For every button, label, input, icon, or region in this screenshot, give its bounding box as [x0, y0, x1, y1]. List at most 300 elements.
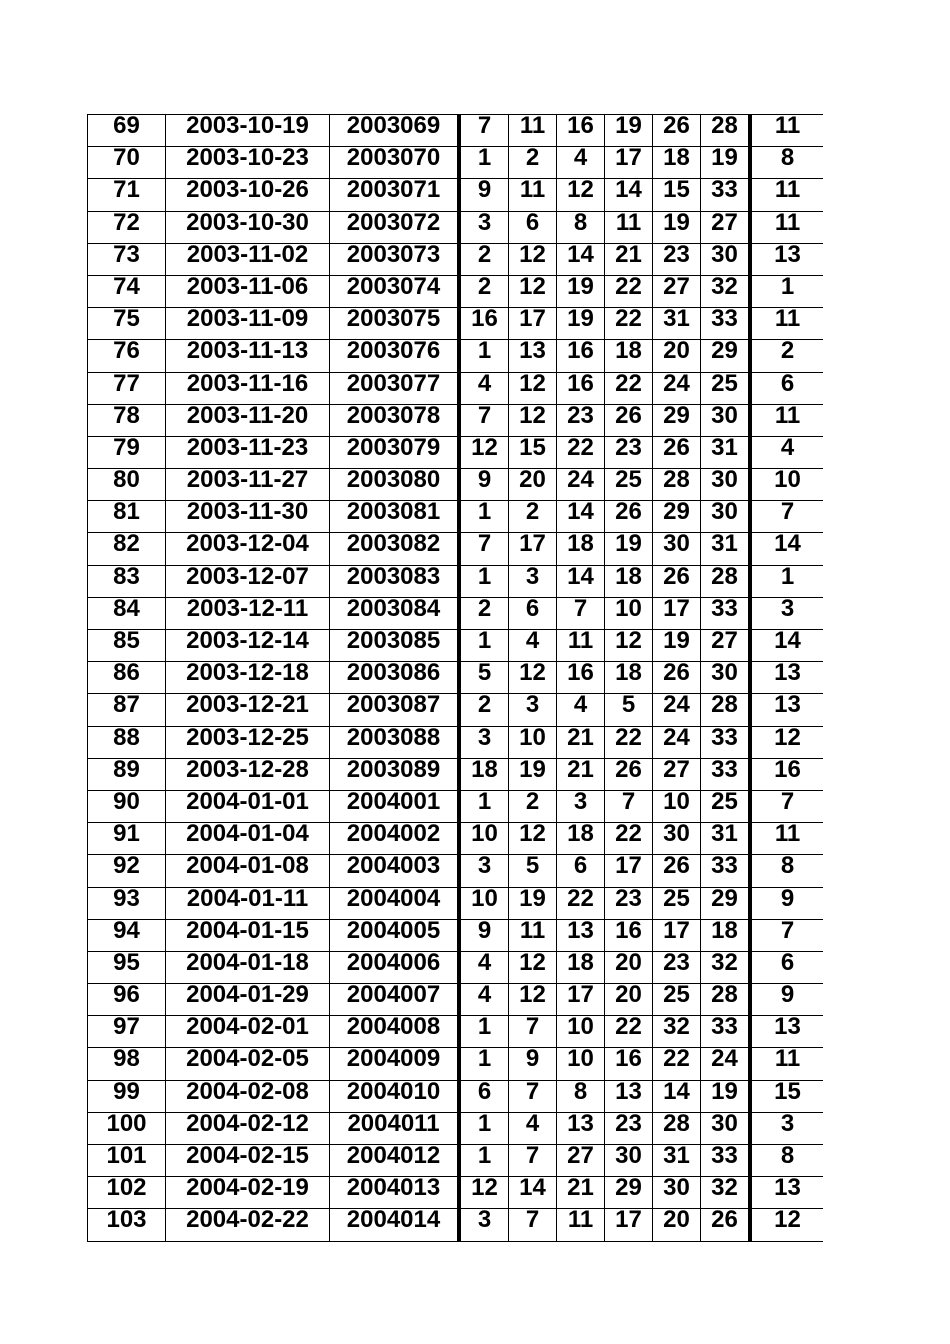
table-row — [88, 1112, 824, 1144]
ball-number-cell: 24 — [653, 694, 701, 726]
ball-number-cell: 19 — [509, 758, 557, 790]
ball-number-cell: 33 — [701, 726, 751, 758]
ball-number-cell: 14 — [557, 243, 605, 275]
issue-number-cell: 2004012 — [330, 1145, 460, 1177]
ball-number-cell: 33 — [701, 308, 751, 340]
issue-number-cell: 2003078 — [330, 404, 460, 436]
issue-number-cell: 2004006 — [330, 951, 460, 983]
bonus-number-cell: 8 — [750, 147, 823, 179]
bonus-number-cell: 12 — [750, 726, 823, 758]
draw-date-cell: 2004-02-05 — [166, 1048, 330, 1080]
ball-number-cell: 12 — [459, 1177, 509, 1209]
ball-number-cell: 17 — [605, 147, 653, 179]
ball-number-cell: 6 — [557, 855, 605, 887]
ball-number-cell: 26 — [653, 662, 701, 694]
ball-number-cell: 20 — [653, 1209, 701, 1241]
table-row — [88, 340, 824, 372]
bonus-number-cell: 8 — [750, 855, 823, 887]
draw-date-cell: 2003-12-21 — [166, 694, 330, 726]
ball-number-cell: 16 — [557, 115, 605, 147]
ball-number-cell: 7 — [605, 790, 653, 822]
ball-number-cell: 18 — [459, 758, 509, 790]
ball-number-cell: 28 — [701, 694, 751, 726]
ball-number-cell: 26 — [653, 565, 701, 597]
issue-number-cell: 2004008 — [330, 1016, 460, 1048]
ball-number-cell: 12 — [459, 436, 509, 468]
ball-number-cell: 1 — [459, 1112, 509, 1144]
ball-number-cell: 20 — [509, 469, 557, 501]
ball-number-cell: 23 — [605, 887, 653, 919]
issue-number-cell: 2003084 — [330, 597, 460, 629]
ball-number-cell: 16 — [605, 1048, 653, 1080]
table-row — [88, 790, 824, 822]
ball-number-cell: 27 — [701, 211, 751, 243]
draw-date-cell: 2003-12-25 — [166, 726, 330, 758]
ball-number-cell: 25 — [653, 887, 701, 919]
table-row — [88, 855, 824, 887]
ball-number-cell: 30 — [653, 1177, 701, 1209]
ball-number-cell: 24 — [653, 372, 701, 404]
issue-number-cell: 2003079 — [330, 436, 460, 468]
row-index-cell: 78 — [88, 404, 166, 436]
draw-date-cell: 2004-01-15 — [166, 919, 330, 951]
ball-number-cell: 22 — [605, 1016, 653, 1048]
ball-number-cell: 16 — [605, 919, 653, 951]
table-row — [88, 147, 824, 179]
issue-number-cell: 2003072 — [330, 211, 460, 243]
ball-number-cell: 26 — [605, 758, 653, 790]
ball-number-cell: 4 — [459, 984, 509, 1016]
row-index-cell: 85 — [88, 630, 166, 662]
ball-number-cell: 22 — [605, 823, 653, 855]
ball-number-cell: 10 — [459, 887, 509, 919]
ball-number-cell: 18 — [605, 662, 653, 694]
issue-number-cell: 2004002 — [330, 823, 460, 855]
ball-number-cell: 1 — [459, 565, 509, 597]
ball-number-cell: 1 — [459, 790, 509, 822]
row-index-cell: 98 — [88, 1048, 166, 1080]
ball-number-cell: 32 — [701, 275, 751, 307]
draw-date-cell: 2004-01-08 — [166, 855, 330, 887]
row-index-cell: 71 — [88, 179, 166, 211]
ball-number-cell: 30 — [653, 823, 701, 855]
issue-number-cell: 2003085 — [330, 630, 460, 662]
ball-number-cell: 12 — [509, 662, 557, 694]
ball-number-cell: 3 — [459, 726, 509, 758]
table-row — [88, 758, 824, 790]
ball-number-cell: 5 — [605, 694, 653, 726]
row-index-cell: 90 — [88, 790, 166, 822]
ball-number-cell: 19 — [557, 275, 605, 307]
ball-number-cell: 13 — [509, 340, 557, 372]
row-index-cell: 75 — [88, 308, 166, 340]
ball-number-cell: 28 — [653, 1112, 701, 1144]
ball-number-cell: 30 — [701, 469, 751, 501]
ball-number-cell: 27 — [653, 275, 701, 307]
ball-number-cell: 19 — [509, 887, 557, 919]
ball-number-cell: 19 — [653, 211, 701, 243]
ball-number-cell: 15 — [653, 179, 701, 211]
ball-number-cell: 31 — [701, 823, 751, 855]
row-index-cell: 94 — [88, 919, 166, 951]
row-index-cell: 83 — [88, 565, 166, 597]
ball-number-cell: 18 — [701, 919, 751, 951]
ball-number-cell: 17 — [653, 597, 701, 629]
ball-number-cell: 13 — [605, 1080, 653, 1112]
row-index-cell: 103 — [88, 1209, 166, 1241]
bonus-number-cell: 9 — [750, 887, 823, 919]
ball-number-cell: 28 — [653, 469, 701, 501]
bonus-number-cell: 11 — [750, 1048, 823, 1080]
bonus-number-cell: 13 — [750, 1016, 823, 1048]
ball-number-cell: 17 — [605, 855, 653, 887]
table-row — [88, 694, 824, 726]
row-index-cell: 97 — [88, 1016, 166, 1048]
ball-number-cell: 30 — [653, 533, 701, 565]
ball-number-cell: 24 — [557, 469, 605, 501]
ball-number-cell: 23 — [557, 404, 605, 436]
bonus-number-cell: 3 — [750, 597, 823, 629]
results-table-body — [88, 115, 824, 1242]
ball-number-cell: 20 — [605, 984, 653, 1016]
ball-number-cell: 17 — [509, 308, 557, 340]
bonus-number-cell: 13 — [750, 694, 823, 726]
draw-date-cell: 2003-11-02 — [166, 243, 330, 275]
ball-number-cell: 19 — [701, 1080, 751, 1112]
issue-number-cell: 2003073 — [330, 243, 460, 275]
ball-number-cell: 23 — [653, 951, 701, 983]
ball-number-cell: 1 — [459, 630, 509, 662]
ball-number-cell: 7 — [509, 1016, 557, 1048]
ball-number-cell: 33 — [701, 179, 751, 211]
ball-number-cell: 14 — [509, 1177, 557, 1209]
draw-date-cell: 2003-12-14 — [166, 630, 330, 662]
bonus-number-cell: 3 — [750, 1112, 823, 1144]
ball-number-cell: 2 — [459, 694, 509, 726]
ball-number-cell: 11 — [509, 115, 557, 147]
ball-number-cell: 7 — [509, 1080, 557, 1112]
ball-number-cell: 32 — [653, 1016, 701, 1048]
ball-number-cell: 4 — [459, 951, 509, 983]
issue-number-cell: 2004009 — [330, 1048, 460, 1080]
ball-number-cell: 20 — [653, 340, 701, 372]
bonus-number-cell: 11 — [750, 404, 823, 436]
issue-number-cell: 2003086 — [330, 662, 460, 694]
draw-date-cell: 2004-02-08 — [166, 1080, 330, 1112]
table-row — [88, 1016, 824, 1048]
row-index-cell: 77 — [88, 372, 166, 404]
ball-number-cell: 33 — [701, 1016, 751, 1048]
draw-date-cell: 2003-11-06 — [166, 275, 330, 307]
table-row — [88, 662, 824, 694]
ball-number-cell: 10 — [557, 1016, 605, 1048]
ball-number-cell: 11 — [557, 630, 605, 662]
ball-number-cell: 12 — [509, 823, 557, 855]
ball-number-cell: 7 — [557, 597, 605, 629]
ball-number-cell: 11 — [605, 211, 653, 243]
issue-number-cell: 2004011 — [330, 1112, 460, 1144]
issue-number-cell: 2003077 — [330, 372, 460, 404]
ball-number-cell: 29 — [701, 340, 751, 372]
ball-number-cell: 30 — [701, 404, 751, 436]
ball-number-cell: 10 — [605, 597, 653, 629]
draw-date-cell: 2003-11-30 — [166, 501, 330, 533]
row-index-cell: 76 — [88, 340, 166, 372]
draw-date-cell: 2003-12-18 — [166, 662, 330, 694]
draw-date-cell: 2004-02-22 — [166, 1209, 330, 1241]
ball-number-cell: 9 — [459, 469, 509, 501]
ball-number-cell: 5 — [509, 855, 557, 887]
issue-number-cell: 2004004 — [330, 887, 460, 919]
ball-number-cell: 22 — [557, 887, 605, 919]
bonus-number-cell: 7 — [750, 501, 823, 533]
table-row — [88, 469, 824, 501]
table-row — [88, 1177, 824, 1209]
issue-number-cell: 2004003 — [330, 855, 460, 887]
row-index-cell: 70 — [88, 147, 166, 179]
table-row — [88, 1048, 824, 1080]
ball-number-cell: 2 — [509, 790, 557, 822]
draw-date-cell: 2004-01-11 — [166, 887, 330, 919]
ball-number-cell: 11 — [509, 179, 557, 211]
ball-number-cell: 16 — [459, 308, 509, 340]
ball-number-cell: 4 — [557, 147, 605, 179]
row-index-cell: 79 — [88, 436, 166, 468]
table-row — [88, 404, 824, 436]
row-index-cell: 74 — [88, 275, 166, 307]
ball-number-cell: 12 — [509, 372, 557, 404]
ball-number-cell: 19 — [557, 308, 605, 340]
ball-number-cell: 24 — [653, 726, 701, 758]
issue-number-cell: 2004013 — [330, 1177, 460, 1209]
issue-number-cell: 2003089 — [330, 758, 460, 790]
ball-number-cell: 25 — [653, 984, 701, 1016]
ball-number-cell: 3 — [459, 855, 509, 887]
ball-number-cell: 7 — [459, 115, 509, 147]
ball-number-cell: 31 — [653, 308, 701, 340]
ball-number-cell: 12 — [509, 984, 557, 1016]
ball-number-cell: 11 — [509, 919, 557, 951]
ball-number-cell: 19 — [701, 147, 751, 179]
ball-number-cell: 33 — [701, 758, 751, 790]
ball-number-cell: 21 — [557, 1177, 605, 1209]
ball-number-cell: 21 — [557, 726, 605, 758]
issue-number-cell: 2003074 — [330, 275, 460, 307]
ball-number-cell: 30 — [701, 501, 751, 533]
draw-date-cell: 2003-12-28 — [166, 758, 330, 790]
row-index-cell: 92 — [88, 855, 166, 887]
bonus-number-cell: 13 — [750, 662, 823, 694]
ball-number-cell: 7 — [459, 404, 509, 436]
ball-number-cell: 32 — [701, 1177, 751, 1209]
ball-number-cell: 24 — [701, 1048, 751, 1080]
issue-number-cell: 2003081 — [330, 501, 460, 533]
bonus-number-cell: 8 — [750, 1145, 823, 1177]
ball-number-cell: 22 — [605, 726, 653, 758]
ball-number-cell: 12 — [605, 630, 653, 662]
ball-number-cell: 27 — [557, 1145, 605, 1177]
ball-number-cell: 31 — [701, 436, 751, 468]
ball-number-cell: 19 — [605, 533, 653, 565]
issue-number-cell: 2003088 — [330, 726, 460, 758]
row-index-cell: 93 — [88, 887, 166, 919]
row-index-cell: 81 — [88, 501, 166, 533]
ball-number-cell: 27 — [701, 630, 751, 662]
ball-number-cell: 12 — [509, 404, 557, 436]
ball-number-cell: 23 — [653, 243, 701, 275]
ball-number-cell: 3 — [509, 694, 557, 726]
ball-number-cell: 18 — [605, 565, 653, 597]
ball-number-cell: 20 — [605, 951, 653, 983]
bonus-number-cell: 7 — [750, 919, 823, 951]
bonus-number-cell: 4 — [750, 436, 823, 468]
table-row — [88, 726, 824, 758]
ball-number-cell: 22 — [605, 308, 653, 340]
draw-date-cell: 2004-01-04 — [166, 823, 330, 855]
ball-number-cell: 2 — [509, 147, 557, 179]
issue-number-cell: 2003075 — [330, 308, 460, 340]
draw-date-cell: 2003-11-09 — [166, 308, 330, 340]
bonus-number-cell: 1 — [750, 275, 823, 307]
issue-number-cell: 2004007 — [330, 984, 460, 1016]
ball-number-cell: 6 — [459, 1080, 509, 1112]
issue-number-cell: 2004014 — [330, 1209, 460, 1241]
row-index-cell: 89 — [88, 758, 166, 790]
issue-number-cell: 2003076 — [330, 340, 460, 372]
draw-date-cell: 2004-02-19 — [166, 1177, 330, 1209]
ball-number-cell: 26 — [653, 436, 701, 468]
ball-number-cell: 28 — [701, 115, 751, 147]
ball-number-cell: 9 — [459, 179, 509, 211]
bonus-number-cell: 10 — [750, 469, 823, 501]
ball-number-cell: 12 — [509, 275, 557, 307]
row-index-cell: 95 — [88, 951, 166, 983]
table-row — [88, 115, 824, 147]
ball-number-cell: 21 — [557, 758, 605, 790]
draw-date-cell: 2003-10-30 — [166, 211, 330, 243]
row-index-cell: 69 — [88, 115, 166, 147]
ball-number-cell: 29 — [605, 1177, 653, 1209]
draw-date-cell: 2003-11-27 — [166, 469, 330, 501]
ball-number-cell: 19 — [605, 115, 653, 147]
ball-number-cell: 10 — [557, 1048, 605, 1080]
draw-date-cell: 2004-02-01 — [166, 1016, 330, 1048]
draw-date-cell: 2003-10-26 — [166, 179, 330, 211]
ball-number-cell: 18 — [557, 951, 605, 983]
ball-number-cell: 29 — [701, 887, 751, 919]
ball-number-cell: 33 — [701, 1145, 751, 1177]
ball-number-cell: 17 — [557, 984, 605, 1016]
row-index-cell: 88 — [88, 726, 166, 758]
ball-number-cell: 25 — [701, 790, 751, 822]
ball-number-cell: 33 — [701, 597, 751, 629]
ball-number-cell: 17 — [653, 919, 701, 951]
ball-number-cell: 15 — [509, 436, 557, 468]
issue-number-cell: 2004005 — [330, 919, 460, 951]
ball-number-cell: 18 — [605, 340, 653, 372]
ball-number-cell: 2 — [509, 501, 557, 533]
table-row — [88, 630, 824, 662]
bonus-number-cell: 13 — [750, 1177, 823, 1209]
table-row — [88, 533, 824, 565]
ball-number-cell: 30 — [701, 1112, 751, 1144]
ball-number-cell: 22 — [557, 436, 605, 468]
bonus-number-cell: 6 — [750, 372, 823, 404]
lottery-results-table — [87, 114, 823, 1242]
table-row — [88, 308, 824, 340]
ball-number-cell: 2 — [459, 597, 509, 629]
ball-number-cell: 19 — [653, 630, 701, 662]
issue-number-cell: 2003071 — [330, 179, 460, 211]
ball-number-cell: 6 — [509, 597, 557, 629]
issue-number-cell: 2003080 — [330, 469, 460, 501]
row-index-cell: 96 — [88, 984, 166, 1016]
issue-number-cell: 2003070 — [330, 147, 460, 179]
bonus-number-cell: 9 — [750, 984, 823, 1016]
draw-date-cell: 2004-02-12 — [166, 1112, 330, 1144]
row-index-cell: 80 — [88, 469, 166, 501]
row-index-cell: 99 — [88, 1080, 166, 1112]
ball-number-cell: 18 — [557, 533, 605, 565]
table-row — [88, 823, 824, 855]
row-index-cell: 82 — [88, 533, 166, 565]
ball-number-cell: 14 — [605, 179, 653, 211]
ball-number-cell: 14 — [653, 1080, 701, 1112]
ball-number-cell: 27 — [653, 758, 701, 790]
table-row — [88, 919, 824, 951]
bonus-number-cell: 7 — [750, 790, 823, 822]
row-index-cell: 72 — [88, 211, 166, 243]
table-row — [88, 1209, 824, 1241]
table-row — [88, 179, 824, 211]
ball-number-cell: 28 — [701, 565, 751, 597]
ball-number-cell: 18 — [653, 147, 701, 179]
draw-date-cell: 2003-10-19 — [166, 115, 330, 147]
ball-number-cell: 6 — [509, 211, 557, 243]
draw-date-cell: 2003-12-11 — [166, 597, 330, 629]
ball-number-cell: 26 — [605, 501, 653, 533]
ball-number-cell: 16 — [557, 340, 605, 372]
row-index-cell: 86 — [88, 662, 166, 694]
table-row — [88, 436, 824, 468]
ball-number-cell: 1 — [459, 1016, 509, 1048]
bonus-number-cell: 14 — [750, 533, 823, 565]
draw-date-cell: 2003-11-20 — [166, 404, 330, 436]
row-index-cell: 73 — [88, 243, 166, 275]
bonus-number-cell: 2 — [750, 340, 823, 372]
table-row — [88, 1080, 824, 1112]
ball-number-cell: 30 — [605, 1145, 653, 1177]
ball-number-cell: 1 — [459, 1145, 509, 1177]
ball-number-cell: 2 — [459, 275, 509, 307]
bonus-number-cell: 11 — [750, 115, 823, 147]
ball-number-cell: 26 — [605, 404, 653, 436]
table-row — [88, 372, 824, 404]
bonus-number-cell: 14 — [750, 630, 823, 662]
draw-date-cell: 2004-02-15 — [166, 1145, 330, 1177]
ball-number-cell: 10 — [509, 726, 557, 758]
table-row — [88, 597, 824, 629]
draw-date-cell: 2003-11-13 — [166, 340, 330, 372]
draw-date-cell: 2003-12-04 — [166, 533, 330, 565]
ball-number-cell: 9 — [459, 919, 509, 951]
table-row — [88, 243, 824, 275]
ball-number-cell: 3 — [557, 790, 605, 822]
ball-number-cell: 31 — [653, 1145, 701, 1177]
row-index-cell: 87 — [88, 694, 166, 726]
ball-number-cell: 14 — [557, 565, 605, 597]
ball-number-cell: 30 — [701, 662, 751, 694]
